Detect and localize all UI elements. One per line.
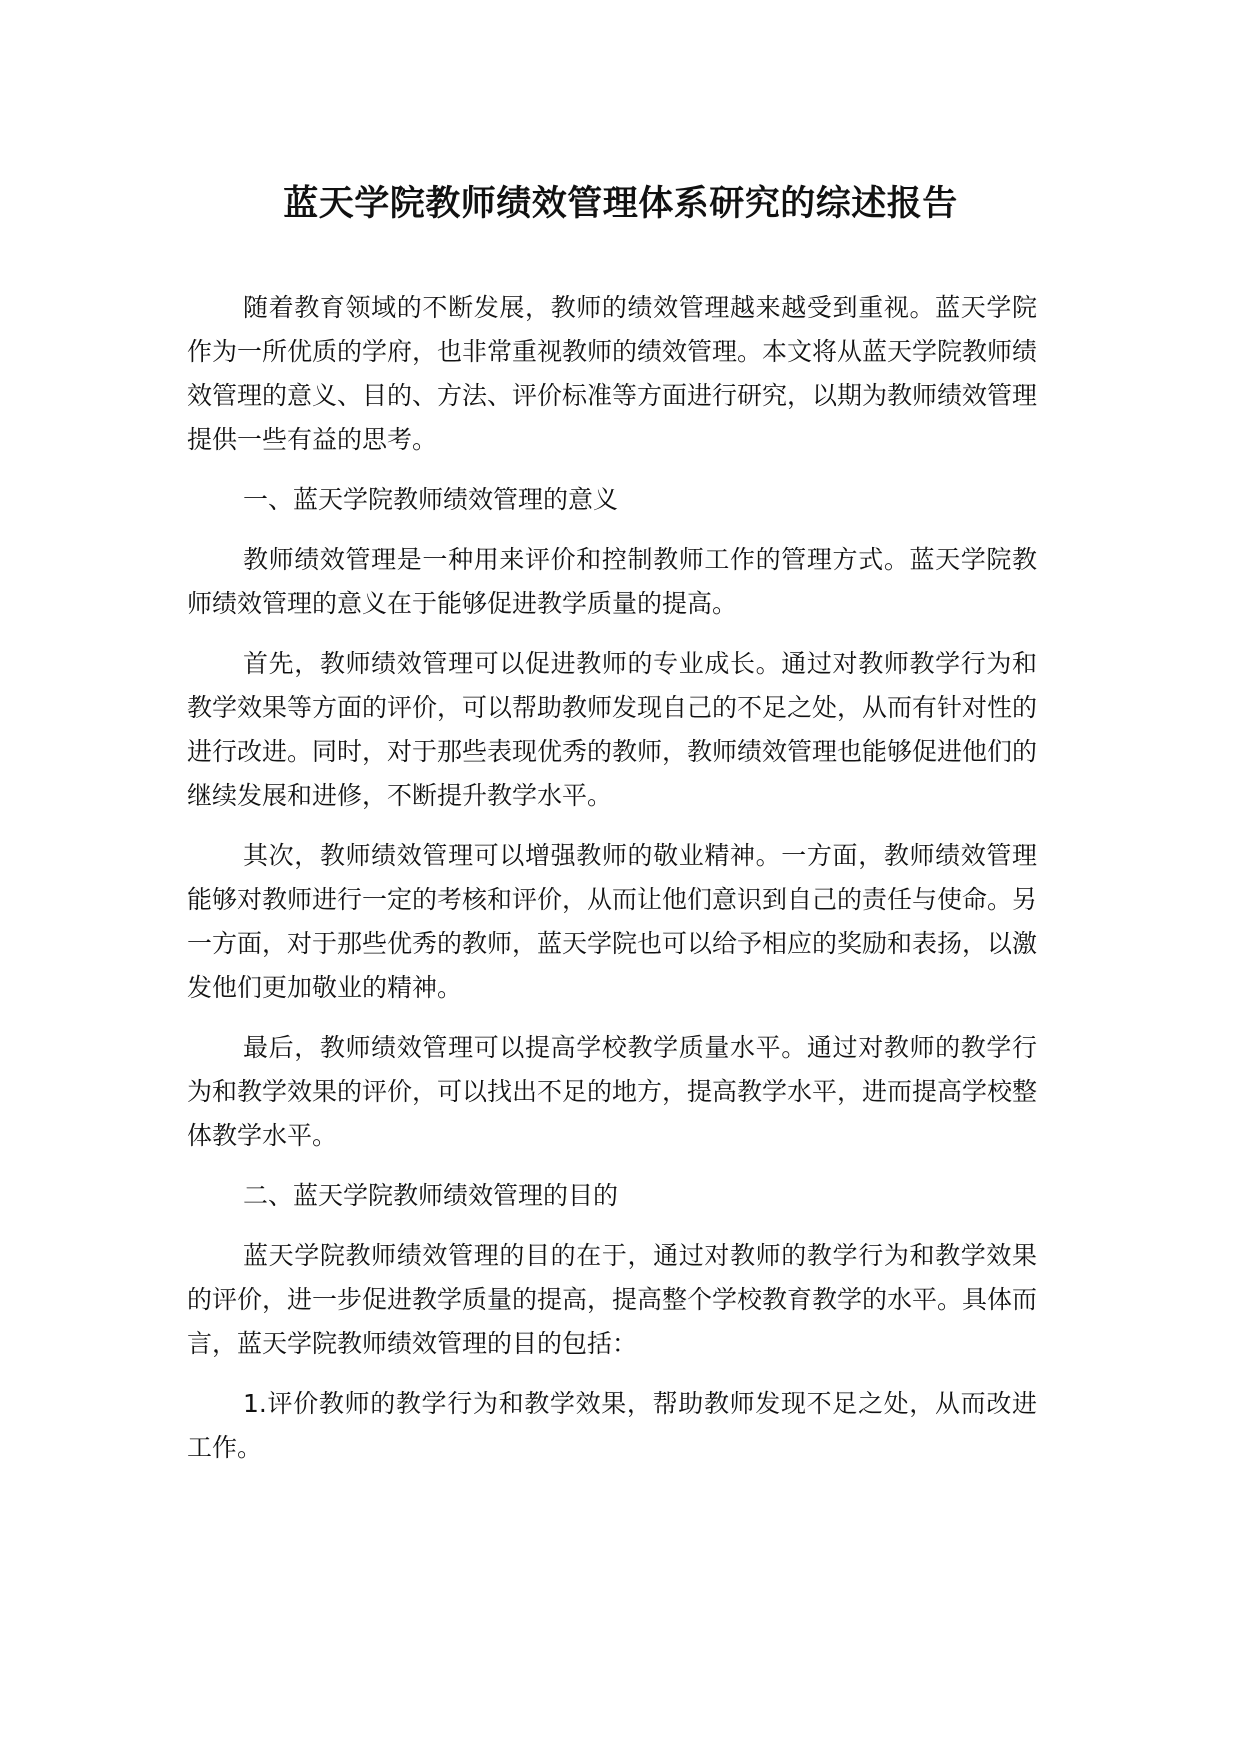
paragraph-second: 其次，教师绩效管理可以增强教师的敬业精神。一方面，教师绩效管理能够对教师进行一定的考核和评价，从而让他们意识到自己的责任与使命。另一方面，对于那些优秀的教师，蓝天学院也可以给予相应的奖励和表扬，以激发他们更加敬业的精神。 <box>187 841 1038 1002</box>
paragraph-significance: 教师绩效管理是一种用来评价和控制教师工作的管理方式。蓝天学院教师绩效管理的意义在于能够促进教学质量的提高。 <box>187 545 1037 618</box>
document-title: 蓝天学院教师绩效管理体系研究的综述报告 <box>283 184 958 224</box>
document-body <box>187 286 1037 1486</box>
section-heading-1: 一、蓝天学院教师绩效管理的意义 <box>243 485 619 514</box>
section-heading-2: 二、蓝天学院教师绩效管理的目的 <box>243 1181 619 1210</box>
paragraph-intro: 随着教育领域的不断发展，教师的绩效管理越来越受到重视。蓝天学院作为一所优质的学府，也非常重视教师的绩效管理。本文将从蓝天学院教师绩效管理的意义、目的、方法、评价标准等方面进行研究，以期为教师绩效管理提供一些有益的思考。 <box>187 293 1038 454</box>
list-item-1: 1.评价教师的教学行为和教学效果，帮助教师发现不足之处，从而改进工作。 <box>187 1389 1037 1462</box>
paragraph-purpose: 蓝天学院教师绩效管理的目的在于，通过对教师的教学行为和教学效果的评价，进一步促进教学质量的提高，提高整个学校教育教学的水平。具体而言，蓝天学院教师绩效管理的目的包括： <box>187 1241 1038 1358</box>
paragraph-first: 首先，教师绩效管理可以促进教师的专业成长。通过对教师教学行为和教学效果等方面的评价，可以帮助教师发现自己的不足之处，从而有针对性的进行改进。同时，对于那些表现优秀的教师，教师绩效管理也能够促进他们的继续发展和进修，不断提升教学水平。 <box>187 649 1038 810</box>
paragraph-last: 最后，教师绩效管理可以提高学校教学质量水平。通过对教师的教学行为和教学效果的评价，可以找出不足的地方，提高教学水平，进而提高学校整体教学水平。 <box>187 1033 1038 1150</box>
